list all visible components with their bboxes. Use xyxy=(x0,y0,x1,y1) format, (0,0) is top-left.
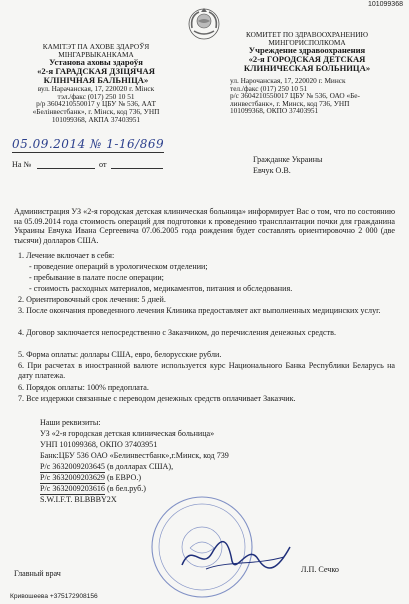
item-6-order: 6. Порядок оплаты: 100% предоплата. xyxy=(18,383,149,392)
addressee-1: Гражданке Украины xyxy=(253,155,323,164)
right-requisites xyxy=(230,77,400,115)
left-committee: КАМІТЭТ ПА АХОВЕ ЗДАРОЎЯ xyxy=(42,42,150,51)
item-1-bullet-2: - пребывание в палате после операции; xyxy=(29,273,164,282)
executor-contact: Кривошеева +375172908156 xyxy=(10,593,98,600)
date-number-handwritten: 05.09.2014 № 1-16/869 xyxy=(12,137,165,151)
right-committee: КОМИТЕТ ПО ЗДРАВООХРАНЕНИЮ xyxy=(245,30,369,39)
requisites-bank: Банк:ЦБУ 536 ОАО «Белинвестбанк»,г.Минск, код 739 xyxy=(40,451,229,460)
signatory-name: Л.П. Сечко xyxy=(301,565,339,574)
item-3: 3. После окончания проведенного лечения Клиника предоставляет акт выполненных медицинских услуг. xyxy=(18,306,381,315)
right-org-3: КЛИНИЧЕСКАЯ БОЛЬНИЦА» xyxy=(243,63,371,74)
requisites-org: УЗ «2-я городская детская клиническая больница» xyxy=(40,429,215,438)
left-org-3: КЛІНІЧНАЯ БАЛЬНІЦА» xyxy=(43,75,149,86)
right-org-2: «2-я ГОРОДСКАЯ ДЕТСКАЯ xyxy=(248,54,366,65)
right-bank-1: р/с 3604210550017 ЦБУ № 536, ОАО «Бе- xyxy=(230,91,360,101)
left-committee-2: МІНГАРВЫКАНКАМА xyxy=(58,49,134,59)
intro-paragraph: Администрация УЗ «2-я городская детская клиническая больница» информирует Вас о том, что по состоянию на 05.09.2014 года стоимость операций для подготовки к проведению трансплантации почки для гражданина Украины Евчука Ивана Сергеевича 07.06.2005 года рождения будет составлять ориентировочно 2 000 (две тысячи) долларов США. xyxy=(14,207,395,245)
item-5: 5. Форма оплаты: доллары США, евро, белорусские рубли. xyxy=(18,350,222,359)
reference-label: На № xyxy=(12,160,32,169)
requisites-swift: S.W.I.F.T. BLBBBY2X xyxy=(40,495,117,504)
left-org-2: «2-я ГАРАДСКАЯ ДЗІЦЯЧАЯ xyxy=(37,66,155,77)
left-bank-2: «Белінвестбанк», г. Мінск, код 736, УНП xyxy=(32,106,160,116)
left-bank-1: р/р 3604210550017 у ЦБУ № 536, ААТ xyxy=(36,99,156,109)
right-org-1: Учреждение здравоохранения xyxy=(248,45,366,56)
item-1-bullet-3: - стоимость расходных материалов, медикаментов, питания и обследования. xyxy=(29,284,293,293)
left-bank-3: 101099368, АКПА 37403951 xyxy=(51,114,141,124)
item-1: 1. Лечение включает в себя: xyxy=(18,251,115,260)
requisites-account-byr: Р/с 3632009203616 (в бел.руб.) xyxy=(40,484,146,493)
reference-line-1 xyxy=(37,168,95,169)
addressee-2: Евчук О.В. xyxy=(253,166,291,175)
requisites-account-usd: Р/с 3632009203645 (в долларах США), xyxy=(40,462,174,471)
item-1-bullet-1: - проведение операций в урологическом отделении; xyxy=(29,262,208,271)
left-header xyxy=(16,43,176,123)
requisites-unp: УНП 101099368, ОКПО 37403951 xyxy=(40,440,158,449)
right-bank-3: 101099368, ОКПО 37403951 xyxy=(230,106,319,116)
handwritten-signature-icon xyxy=(176,535,296,580)
requisites-account-eur: Р/с 3632009203629 (в ЕВРО.) xyxy=(40,473,142,482)
item-4: 4. Договор заключается непосредственно с Заказчиком, до перечисления денежных средств. xyxy=(18,328,336,337)
left-org-1: Установа аховы здароўя xyxy=(49,57,143,68)
right-address-1: ул. Нарочанская, 17, 220020 г. Минск xyxy=(230,76,346,85)
signatory-position: Главный врач xyxy=(14,569,61,578)
item-7: 7. Все издержки связанные с переводом денежных средств оплачивает Заказчик. xyxy=(18,394,296,403)
reference-from-label: от xyxy=(99,160,107,169)
right-committee-2: МИНГОРИСПОЛКОМА xyxy=(268,37,346,47)
right-header xyxy=(222,31,392,73)
right-address-2: тел./факс (017) 250 10 51 xyxy=(230,83,308,93)
coat-of-arms-icon xyxy=(186,6,222,42)
reference-line-2 xyxy=(111,168,163,169)
left-address-2: тэл./факс (017) 250 10 51 xyxy=(57,91,135,101)
date-underline xyxy=(12,152,164,153)
item-6: 6. При расчетах в иностранной валюте используется курс Национального Банка Республики Беларусь на дату платежа. xyxy=(18,361,395,380)
document-number: 101099368 xyxy=(367,1,403,8)
left-address-1: вул. Нарачанская, 17, 220020 г. Мінск xyxy=(37,84,155,94)
item-2: 2. Ориентировочный срок лечения: 5 дней. xyxy=(18,295,166,304)
right-bank-2: линвестбанк», г. Минск, код 736, УНП xyxy=(230,98,350,108)
requisites-title: Наши реквизиты: xyxy=(40,418,101,427)
